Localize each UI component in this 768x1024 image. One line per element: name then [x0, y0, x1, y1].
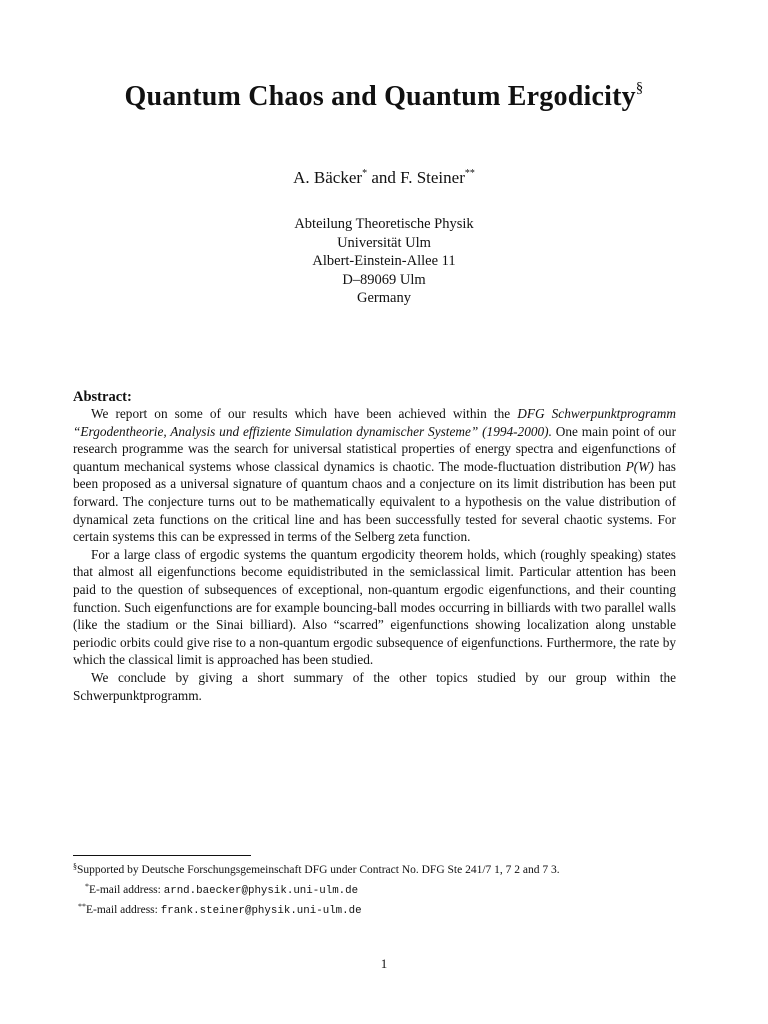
abstract-heading: Abstract:: [73, 389, 132, 405]
author-joiner: and: [371, 168, 396, 187]
paper-title: [0, 80, 768, 113]
footnote-email-2-mark: **: [78, 902, 86, 911]
affiliation-university: Universität Ulm: [337, 234, 431, 251]
affiliation-street: Albert-Einstein-Allee 11: [312, 253, 456, 270]
affiliation-city: D–89069 Ulm: [342, 271, 426, 288]
footnote-email-1-label: E-mail address:: [89, 883, 164, 896]
author-2: F. Steiner: [400, 168, 465, 187]
abstract-p1-italic: DFG Schwerpunktprogramm “Ergodentheorie, Analysis und effiziente Simulation dynamischer Systeme” (1994-2000).: [73, 406, 676, 439]
paper-title-text: Quantum Chaos and Quantum Ergodicity: [124, 81, 636, 112]
abstract-paragraph-1: [73, 405, 676, 546]
affiliation-block: [0, 215, 768, 308]
abstract-p1-math: P(W): [625, 458, 654, 474]
abstract-paragraph-3: We conclude by giving a short summary of the other topics studied by our group within the Schwerpunktprogramm.: [73, 669, 676, 703]
affiliation-department: Abteilung Theoretische Physik: [294, 216, 474, 232]
footnote-funding-mark: §: [73, 862, 77, 871]
abstract-paragraph-2: For a large class of ergodic systems the quantum ergodicity theorem holds, which (roughly speaking) states that almost all eigenfunctions become equidistributed in the semiclassical limit. Particular attention has been paid to the question of subsequences of exceptional, non-quantum ergodic eigenfunctions, and their counting function. Such eigenfunctions are for example bouncing-ball modes occurring in billiards with two parallel walls (like the stadium or the Sinai billiard). Also “scarred” eigenfunctions showing localization along unstable periodic orbits could give rise to a non-quantum ergodic subsequence of eigenfunctions. Furthermore, the rate by which the classical limit is approached has been studied.: [73, 546, 676, 668]
footnotes: [73, 859, 693, 920]
author-1-mark: *: [362, 168, 368, 179]
author-line: [0, 168, 768, 188]
page-number: 1: [380, 956, 388, 971]
title-footnote-mark: §: [635, 80, 644, 96]
email-address-2: frank.steiner@physik.uni-ulm.de: [160, 905, 362, 917]
footnote-funding-text: Supported by Deutsche Forschungsgemeinschaft DFG under Contract No. DFG Ste 241/7 1, 7 2 and 7 3.: [77, 864, 560, 876]
email-address-1: arnd.baecker@physik.uni-ulm.de: [163, 884, 359, 897]
author-1: A. Bäcker: [293, 168, 363, 187]
abstract-p1-part-c: has been proposed as a universal signature of quantum chaos and a conjecture on its limit distribution has been put forward. The conjecture turns out to be mathematically equivalent to a hypothesis on the value distribution of dynamical zeta functions on the critical line and has been successfully tested for several chaotic systems. For certain systems this can be expressed in terms of the Selberg zeta function.: [73, 458, 676, 545]
footnote-email-2: [73, 899, 693, 920]
footnote-funding: [73, 859, 693, 879]
abstract-p1-part-a: We report on some of our results which have been achieved within the: [91, 406, 518, 421]
footnote-rule: [73, 855, 251, 856]
abstract-body: [73, 405, 676, 704]
author-2-mark: **: [464, 168, 475, 179]
affiliation-country: Germany: [357, 290, 411, 307]
abstract-p1-part-b: One main point of our research programme was the search for universal statistical properties of energy spectra and eigenfunctions of quantum mechanical systems whose classical dynamics is chaotic. The mode-fluctuation distribution: [73, 423, 676, 474]
footnote-email-1: [73, 879, 693, 900]
footnote-email-2-label: E-mail address:: [86, 904, 161, 916]
footnote-email-1-mark: *: [85, 881, 89, 891]
